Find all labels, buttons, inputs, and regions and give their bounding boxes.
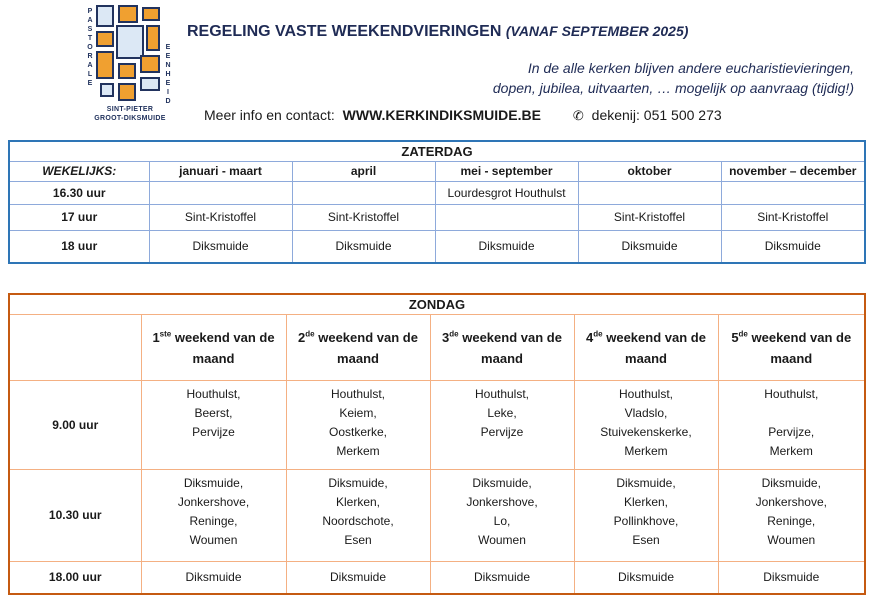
table-cell: Houthulst, Beerst, Pervijze <box>141 381 286 470</box>
table-cell: Houthulst, Keiem, Oostkerke, Merkem <box>286 381 430 470</box>
saturday-header-row <box>9 162 865 182</box>
table-cell: Sint-Kristoffel <box>578 205 721 231</box>
sunday-header-row <box>9 315 865 381</box>
table-cell: Sint-Kristoffel <box>149 205 292 231</box>
table-cell: Diksmuide <box>721 231 865 263</box>
table-cell <box>578 182 721 205</box>
sunday-caption: ZONDAG <box>9 294 865 315</box>
table-cell: Diksmuide <box>435 231 578 263</box>
col-header: 2de weekend van de maand <box>286 315 430 381</box>
col-header: november – december <box>721 162 865 182</box>
table-cell <box>435 205 578 231</box>
table-cell: Lourdesgrot Houthulst <box>435 182 578 205</box>
table-cell <box>721 182 865 205</box>
parish-logo <box>84 3 176 127</box>
table-row <box>9 470 865 562</box>
title-main: REGELING VASTE WEEKENDVIERINGEN <box>187 23 502 40</box>
col-header: januari - maart <box>149 162 292 182</box>
row-time: 9.00 uur <box>9 381 141 470</box>
table-cell: Diksmuide, Klerken, Noordschote, Esen <box>286 470 430 562</box>
contact-label: Meer info en contact: <box>204 107 335 123</box>
table-cell: Diksmuide, Jonkershove, Lo, Woumen <box>430 470 574 562</box>
table-cell: Diksmuide <box>286 562 430 594</box>
table-cell: Sint-Kristoffel <box>292 205 435 231</box>
sunday-table <box>8 293 866 595</box>
logo-right-text: E E N H E I D <box>165 44 171 105</box>
col-header: 4de weekend van de maand <box>574 315 718 381</box>
table-cell: Diksmuide <box>149 231 292 263</box>
table-cell: Houthulst, Vladslo, Stuivekenskerke, Merkem <box>574 381 718 470</box>
col-header: 1ste weekend van de maand <box>141 315 286 381</box>
table-cell: Diksmuide <box>292 231 435 263</box>
saturday-caption: ZATERDAG <box>9 141 865 162</box>
dove-icon <box>116 25 144 59</box>
col-header: april <box>292 162 435 182</box>
row-time: 16.30 uur <box>9 182 149 205</box>
logo-bottom-line2: GROOT-DIKSMUIDE <box>94 115 166 122</box>
table-cell: Diksmuide, Jonkershove, Reninge, Woumen <box>141 470 286 562</box>
table-row <box>9 562 865 594</box>
table-cell <box>149 182 292 205</box>
page-title <box>187 23 688 41</box>
table-cell: Diksmuide, Klerken, Pollinkhove, Esen <box>574 470 718 562</box>
row-time: 17 uur <box>9 205 149 231</box>
col-header: 3de weekend van de maand <box>430 315 574 381</box>
col-header: oktober <box>578 162 721 182</box>
row-time: 18 uur <box>9 231 149 263</box>
website-link[interactable]: WWW.KERKINDIKSMUIDE.BE <box>342 107 541 123</box>
col-header: mei - september <box>435 162 578 182</box>
table-cell: Houthulst, Pervijze, Merkem <box>718 381 865 470</box>
row-time: 10.30 uur <box>9 470 141 562</box>
table-cell: Diksmuide <box>718 562 865 594</box>
col-header: 5de weekend van de maand <box>718 315 865 381</box>
phone-number: dekenij: 051 500 273 <box>591 107 722 123</box>
note-line-2: dopen, jubilea, uitvaarten, … mogelijk op aanvraag (tijdig!) <box>492 80 854 96</box>
table-cell: Houthulst, Leke, Pervijze <box>430 381 574 470</box>
table-row <box>9 182 865 205</box>
table-row <box>9 381 865 470</box>
note-line-1: In de alle kerken blijven andere eucharistievieringen, <box>527 60 854 76</box>
table-row <box>9 205 865 231</box>
logo-left-text: P A S T O R A L E <box>87 8 93 87</box>
saturday-table <box>8 140 866 264</box>
phone-icon: ✆ <box>572 108 584 123</box>
logo-tiles <box>96 5 162 101</box>
logo-bottom-line1: SINT-PIETER <box>106 106 154 113</box>
title-subtitle: (VANAF SEPTEMBER 2025) <box>505 23 689 39</box>
contact-line <box>204 107 722 124</box>
row-time: 18.00 uur <box>9 562 141 594</box>
table-cell: Diksmuide <box>578 231 721 263</box>
table-cell: Sint-Kristoffel <box>721 205 865 231</box>
table-row <box>9 231 865 263</box>
table-cell: Diksmuide <box>141 562 286 594</box>
table-cell: Diksmuide, Jonkershove, Reninge, Woumen <box>718 470 865 562</box>
weekly-label: WEKELIJKS: <box>9 162 149 182</box>
corner-cell <box>9 315 141 381</box>
table-cell <box>292 182 435 205</box>
table-cell: Diksmuide <box>574 562 718 594</box>
table-cell: Diksmuide <box>430 562 574 594</box>
